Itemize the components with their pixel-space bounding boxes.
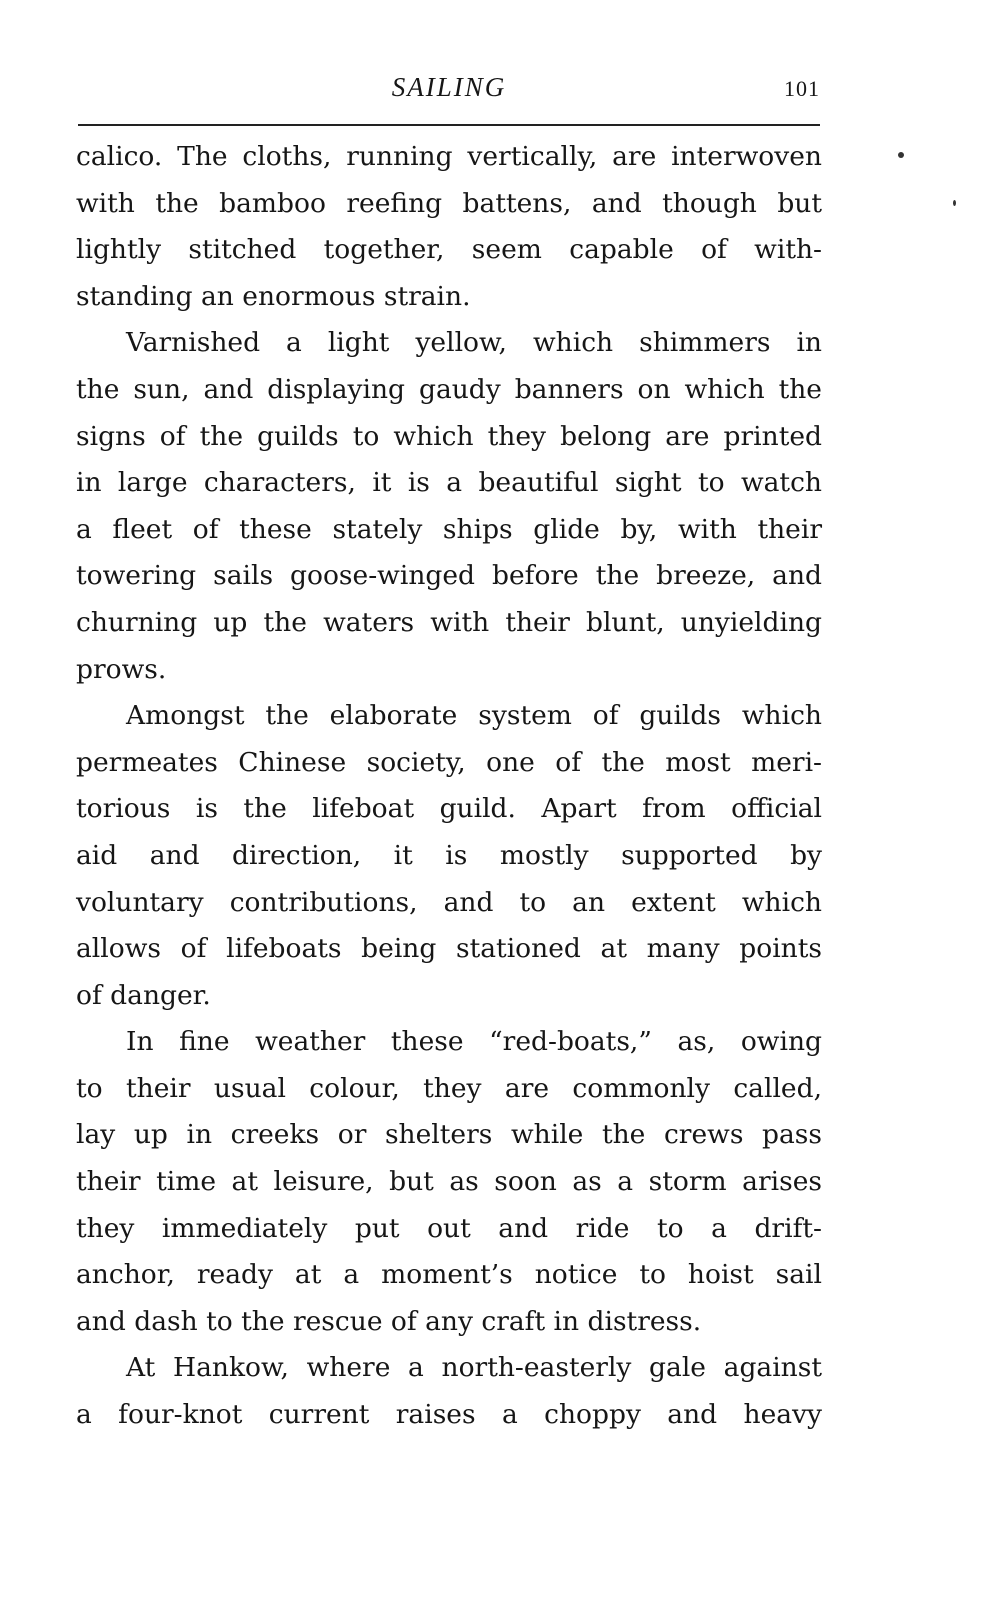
text-line: allows of lifeboats being stationed at many points xyxy=(76,933,822,965)
ink-speck xyxy=(953,200,956,206)
text-line: standing an enormous strain. xyxy=(76,280,471,312)
text-line: torious is the lifeboat guild. Apart from official xyxy=(76,793,822,825)
text-line: in large characters, it is a beautiful sight to watch xyxy=(76,467,822,499)
text-line: a four-knot current raises a choppy and heavy xyxy=(76,1399,822,1431)
ink-speck xyxy=(898,152,904,158)
paragraph-first-line: Amongst the elaborate system of guilds which xyxy=(126,700,822,732)
text-line: aid and direction, it is mostly supported by xyxy=(76,839,822,871)
text-line: to their usual colour, they are commonly called, xyxy=(76,1072,822,1104)
text-line: a fleet of these stately ships glide by, with their xyxy=(76,513,822,545)
text-line: of danger. xyxy=(76,979,211,1011)
text-line: calico. The cloths, running vertically, are interwoven xyxy=(76,141,822,172)
running-title: SAILING xyxy=(391,72,507,102)
text-line: prows. xyxy=(76,653,167,685)
body-text xyxy=(76,134,822,1439)
paragraph-first-line: In fine weather these “red-boats,” as, owing xyxy=(126,1026,822,1058)
text-line: churning up the waters with their blunt, unyielding xyxy=(76,606,822,638)
text-line: voluntary contributions, and to an extent which xyxy=(76,886,822,918)
text-line: and dash to the rescue of any craft in distress. xyxy=(76,1305,702,1337)
text-line: towering sails goose-winged before the breeze, and xyxy=(76,560,822,592)
text-line: lay up in creeks or shelters while the crews pass xyxy=(76,1119,822,1151)
text-line: anchor, ready at a moment’s notice to hoist sail xyxy=(76,1259,822,1291)
header-rule xyxy=(78,124,820,126)
text-line: the sun, and displaying gaudy banners on which the xyxy=(76,373,822,405)
paragraph-first-line: At Hankow, where a north-easterly gale against xyxy=(126,1352,822,1384)
page-header xyxy=(78,72,820,112)
text-line: signs of the guilds to which they belong are printed xyxy=(76,420,822,452)
text-line: with the bamboo reefing battens, and though but xyxy=(76,187,822,219)
text-line: lightly stitched together, seem capable of with- xyxy=(76,234,822,266)
text-line: their time at leisure, but as soon as a storm arises xyxy=(76,1166,822,1198)
text-line: permeates Chinese society, one of the most meri- xyxy=(76,746,822,778)
text-line: they immediately put out and ride to a drift- xyxy=(76,1212,822,1244)
paragraph-first-line: Varnished a light yellow, which shimmers in xyxy=(126,327,822,359)
page-number: 101 xyxy=(784,76,820,101)
